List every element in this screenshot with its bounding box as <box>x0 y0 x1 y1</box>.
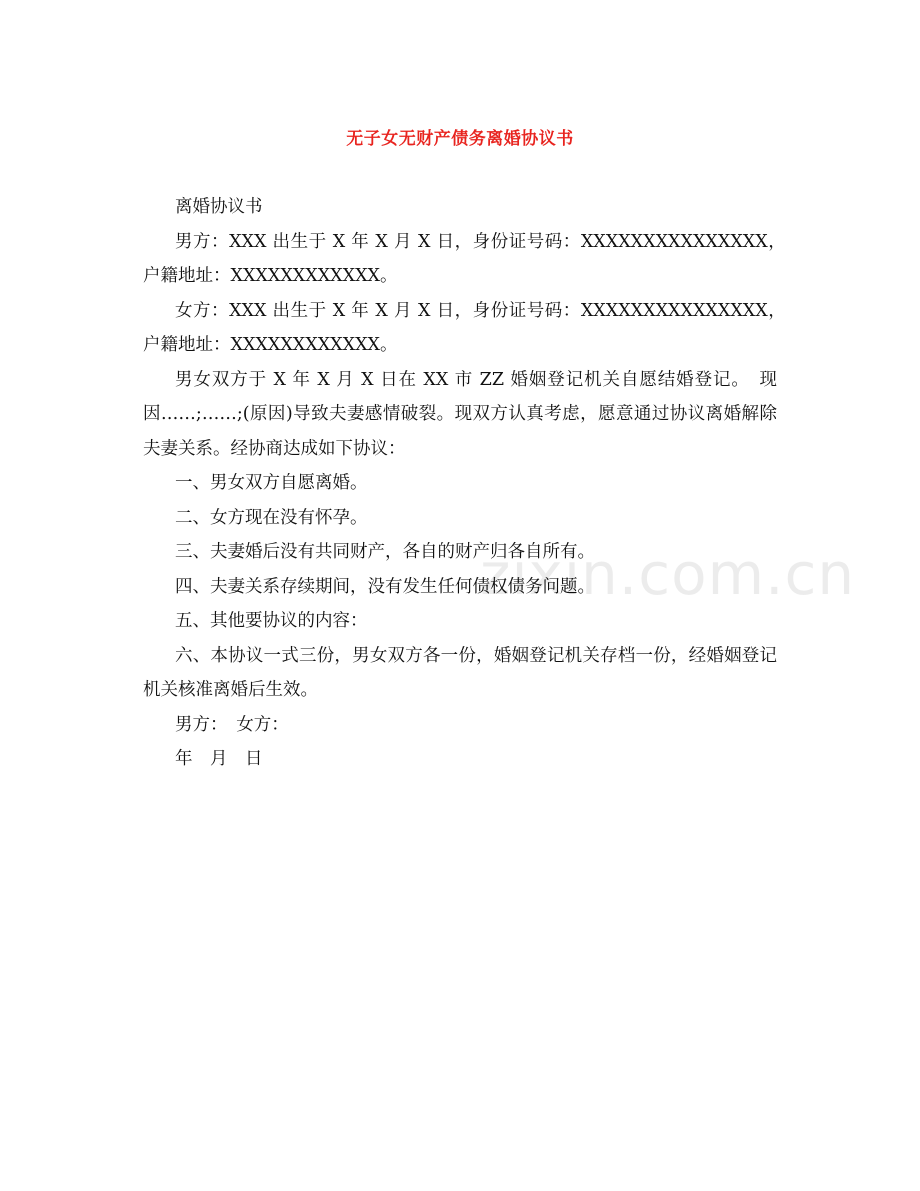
paragraph-wife-info: 女方：XXX 出生于 X 年 X 月 X 日，身份证号码：XXXXXXXXXXXXXXX， 户籍地址：XXXXXXXXXXXX。 <box>143 300 795 355</box>
paragraph-clause-2: 二、女方现在没有怀孕。 <box>175 507 368 528</box>
signature-line: 男方： 女方： <box>175 714 289 735</box>
date-line: 年 月 日 <box>175 749 263 769</box>
paragraph-marriage-background: 男女双方于 X 年 X 月 X 日在 XX 市 ZZ 婚姻登记机关自愿结婚登记。 现因……;……;(原因)导致夫妻感情破裂。现双方认真考虑，愿意通过协议离婚解除夫妻关系。经协商达成如下协议： <box>143 369 777 459</box>
document-body <box>143 190 795 777</box>
paragraph-heading: 离婚协议书 <box>175 197 263 217</box>
paragraph-clause-6: 六、本协议一式三份，男女双方各一份，婚姻登记机关存档一份，经婚姻登记机关核准离婚后生效。 <box>143 645 777 700</box>
document-title: 无子女无财产债务离婚协议书 <box>346 129 574 149</box>
paragraph-clause-1: 一、男女双方自愿离婚。 <box>175 473 368 493</box>
watermark: zixin.com.cn <box>480 540 856 608</box>
paragraph-clause-4: 四、夫妻关系存续期间，没有发生任何债权债务问题。 <box>175 576 595 597</box>
paragraph-clause-5: 五、其他要协议的内容： <box>175 611 368 631</box>
paragraph-clause-3: 三、夫妻婚后没有共同财产，各自的财产归各自所有。 <box>175 542 595 562</box>
paragraph-husband-info: 男方：XXX 出生于 X 年 X 月 X 日，身份证号码：XXXXXXXXXXXXXXX， 户籍地址：XXXXXXXXXXXX。 <box>143 231 795 286</box>
